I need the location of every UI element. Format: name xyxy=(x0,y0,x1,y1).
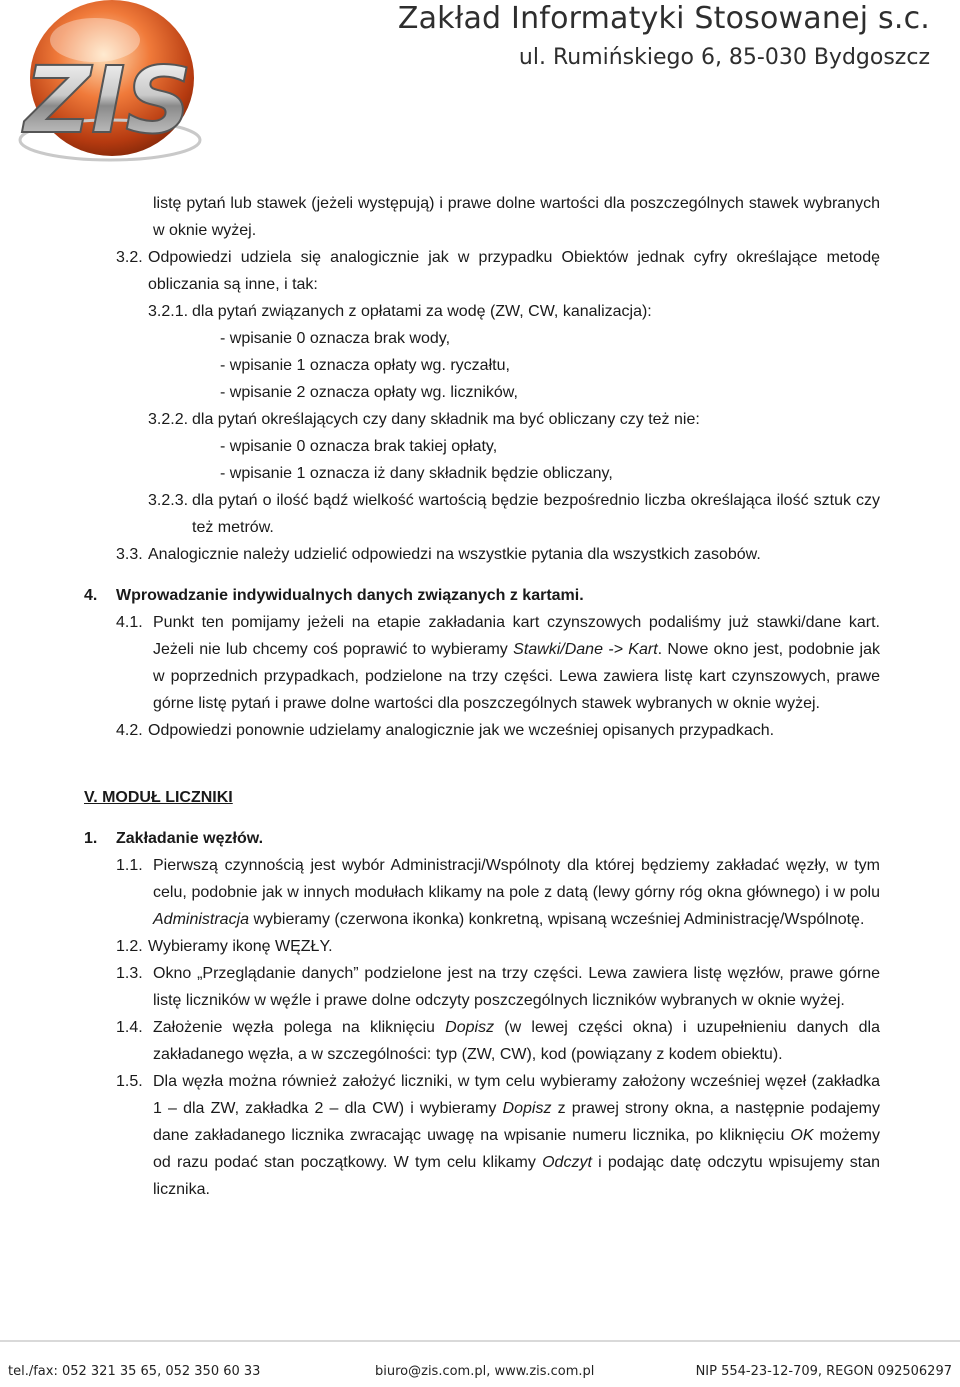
section-text: Dla węzła można również założyć liczniki, w tym celu wybieramy założony wcześniej węzeł (zakładka 1 – dla ZW, zakładka 2 – dla CW) i wybieramy xyxy=(153,1073,880,1117)
section-1-1 xyxy=(0,852,960,933)
section-number: 3.2.3. xyxy=(148,492,189,509)
section-1-3 xyxy=(0,960,960,1014)
button-name: OK xyxy=(790,1127,814,1144)
section-text: Punkt ten pomijamy jeżeli na etapie zakładania kart czynszowych podaliśmy już stawki/dane kart. Jeżeli nie lub chcemy coś poprawić to wybieramy xyxy=(153,614,880,658)
page-footer xyxy=(0,1340,960,1387)
section-number: 4.2. xyxy=(116,722,143,739)
section-text: dla pytań określających czy dany składnik ma być obliczany czy też nie: xyxy=(192,411,700,428)
section-text: (w lewej części okna) i uzupełnieniu danych dla zakładanego węzła, a w szczególności: typ (ZW, CW), kod (powiązany z kodem obiektu). xyxy=(153,1019,881,1063)
section-3-2-2 xyxy=(0,406,960,433)
section-number: 3.2.1. xyxy=(148,303,189,320)
heading-text: Zakładanie węzłów. xyxy=(116,830,264,847)
section-number: 3.3. xyxy=(116,546,143,563)
section-text: Pierwszą czynnością jest wybór Administracji/Wspólnoty dla której będziemy zakładać węzły, w tym celu, podobnie jak w innych modułach klikamy na pole z datą (lewy górny róg okna głównego) i w polu xyxy=(153,857,880,901)
section-text: Analogicznie należy udzielić odpowiedzi na wszystkie pytania dla wszystkich zasobów. xyxy=(148,546,761,563)
section-3-2-1 xyxy=(0,298,960,325)
section-text: możemy od razu podać stan początkowy. W tym celu klikamy xyxy=(153,1127,880,1171)
section-text: . Nowe okno jest, podobnie jak w poprzednich przypadkach, podzielone na trzy części. Lewa zawiera listę kart czynszowych, prawe górne listę pytań i prawe dolne wartości dla poszczególnych stawek wybranych w oknie wyżej. xyxy=(153,641,881,712)
logo-text: ZIS xyxy=(24,47,192,154)
section-number: 1.1. xyxy=(116,857,143,874)
document-body xyxy=(0,190,960,1203)
menu-path: Stawki/Dane -> Kart xyxy=(513,641,658,658)
company-name: Zakład Informatyki Stosowanej s.c. xyxy=(397,1,930,36)
section-1-4 xyxy=(0,1014,960,1068)
section-number: 1.2. xyxy=(116,938,143,955)
section-text: z prawej strony okna, a następnie podajemy dane zakładanego licznika zwracając uwagę na wpisanie numeru licznika, po kliknięciu xyxy=(153,1100,881,1144)
section-text: Okno „Przeglądanie danych” podzielone jest na trzy części. Lewa zawiera listę węzłów, prawe górne listę liczników w węźle i prawe dolne odczyty poszczególnych liczników wybranych w oknie wyżej. xyxy=(153,965,880,1009)
footer-nip: NIP 554-23-12-709, REGON 092506297 xyxy=(695,1364,952,1379)
section-number: 3.2.2. xyxy=(148,411,189,428)
section-3-3 xyxy=(0,541,960,568)
list-item: - wpisanie 2 oznacza opłaty wg. liczników, xyxy=(220,384,518,401)
heading-number: 1. xyxy=(84,830,98,847)
section-text: Założenie węzła polega na kliknięciu xyxy=(153,1019,446,1036)
heading-text: Wprowadzanie indywidualnych danych związanych z kartami. xyxy=(116,587,584,604)
button-name: Dopisz xyxy=(502,1100,552,1117)
section-text: Odpowiedzi udziela się analogicznie jak w przypadku Obiektów jednak cyfry określające metodę obliczania są inne, i tak: xyxy=(148,249,880,293)
section-number: 3.2. xyxy=(116,249,143,266)
section-number: 1.3. xyxy=(116,965,143,982)
button-name: Dopisz xyxy=(445,1019,495,1036)
chapter-heading: V. MODUŁ LICZNIKI xyxy=(84,789,233,806)
heading-4 xyxy=(0,582,960,609)
section-text: dla pytań związanych z opłatami za wodę (ZW, CW, kanalizacja): xyxy=(192,303,652,320)
section-number: 1.5. xyxy=(116,1073,143,1090)
page-header xyxy=(0,0,960,175)
company-address: ul. Rumińskiego 6, 85-030 Bydgoszcz xyxy=(518,44,930,70)
section-text: dla pytań o ilość bądź wielkość wartością będzie bezpośrednio liczba określająca ilość sztuk czy też metrów. xyxy=(192,492,880,536)
list-item: - wpisanie 1 oznacza opłaty wg. ryczałtu, xyxy=(220,357,510,374)
section-1-5 xyxy=(0,1068,960,1203)
section-4-2 xyxy=(0,717,960,744)
field-name: Administracja xyxy=(153,911,250,928)
footer-divider xyxy=(0,1340,960,1342)
button-name: Odczyt xyxy=(542,1154,592,1171)
section-3-2 xyxy=(0,244,960,298)
paragraph: listę pytań lub stawek (jeżeli występują) i prawe dolne wartości dla poszczególnych stawek wybranych w oknie wyżej. xyxy=(153,195,880,239)
footer-contact: biuro@zis.com.pl, www.zis.com.pl xyxy=(375,1364,595,1379)
heading-1 xyxy=(0,825,960,852)
list-item: - wpisanie 0 oznacza brak takiej opłaty, xyxy=(220,438,498,455)
section-3-2-3 xyxy=(0,487,960,541)
heading-number: 4. xyxy=(84,587,98,604)
section-text: i podając datę odczytu wpisujemy stan licznika. xyxy=(153,1154,881,1198)
list-item: - wpisanie 1 oznacza iż dany składnik będzie obliczany, xyxy=(220,465,613,482)
section-4-1 xyxy=(0,609,960,717)
section-text: Wybieramy ikonę WĘZŁY. xyxy=(148,938,333,955)
section-number: 1.4. xyxy=(116,1019,143,1036)
section-text: Odpowiedzi ponownie udzielamy analogicznie jak we wcześniej opisanych przypadkach. xyxy=(148,722,775,739)
list-item: - wpisanie 0 oznacza brak wody, xyxy=(220,330,451,347)
section-1-2 xyxy=(0,933,960,960)
zis-logo xyxy=(0,0,215,170)
section-text: wybieramy (czerwona ikonka) konkretną, wpisaną wcześniej Administrację/Wspólnotę. xyxy=(249,911,865,928)
company-info xyxy=(398,2,930,70)
section-number: 4.1. xyxy=(116,614,143,631)
footer-phone: tel./fax: 052 321 35 65, 052 350 60 33 xyxy=(8,1364,261,1379)
